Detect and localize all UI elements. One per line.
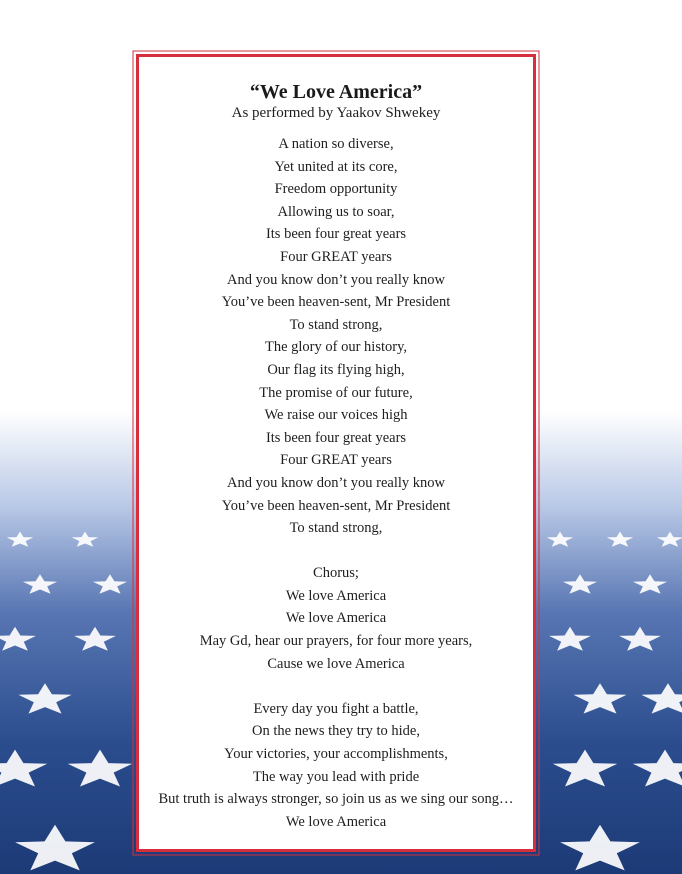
chorus-line: Chorus; <box>313 565 359 582</box>
lyric-line: To stand strong, <box>289 520 383 537</box>
lyric-line: To stand strong, <box>289 316 383 333</box>
lyric-line: The way you lead with pride <box>252 768 420 785</box>
lyric-line: The promise of our future, <box>259 384 413 401</box>
chorus <box>139 562 533 675</box>
lyric-line: And you know don’t you really know <box>226 474 446 491</box>
lyric-line: We raise our voices high <box>264 407 408 424</box>
lyrics-card <box>136 54 536 852</box>
lyric-line: On the news they try to hide, <box>252 723 420 740</box>
chorus-line: May Gd, hear our prayers, for four more years, <box>199 633 473 650</box>
verse-two <box>139 698 533 834</box>
lyric-line: Freedom opportunity <box>274 181 398 198</box>
lyric-line: Allowing us to soar, <box>277 203 395 220</box>
lyric-line: Every day you fight a battle, <box>253 700 419 717</box>
lyric-line: Our flag its flying high, <box>267 361 405 378</box>
chorus-line: Cause we love America <box>267 655 405 672</box>
chorus-line: We love America <box>285 610 387 627</box>
song-subtitle: As performed by Yaakov Shwekey <box>231 105 441 121</box>
lyric-line: Yet united at its core, <box>274 158 398 175</box>
song-title: “We Love America” <box>249 81 423 103</box>
chorus-line: We love America <box>285 587 387 604</box>
lyric-line: Its been four great years <box>265 226 407 243</box>
lyric-line: Your victories, your accomplishments, <box>224 746 448 763</box>
lyric-line: Four GREAT years <box>280 452 392 469</box>
lyric-line: A nation so diverse, <box>278 136 394 152</box>
lyric-line: The glory of our history, <box>264 339 408 356</box>
lyric-line: You’ve been heaven-sent, Mr President <box>221 497 451 514</box>
verse-one <box>139 133 533 540</box>
lyric-line: You’ve been heaven-sent, Mr President <box>221 294 451 311</box>
lyric-line: But truth is always stronger, so join us as we sing our song… <box>158 791 514 808</box>
lyric-line: Its been four great years <box>265 429 407 446</box>
lyric-line: We love America <box>285 813 387 830</box>
lyric-line: And you know don’t you really know <box>226 271 446 288</box>
lyric-line: Four GREAT years <box>280 248 392 265</box>
